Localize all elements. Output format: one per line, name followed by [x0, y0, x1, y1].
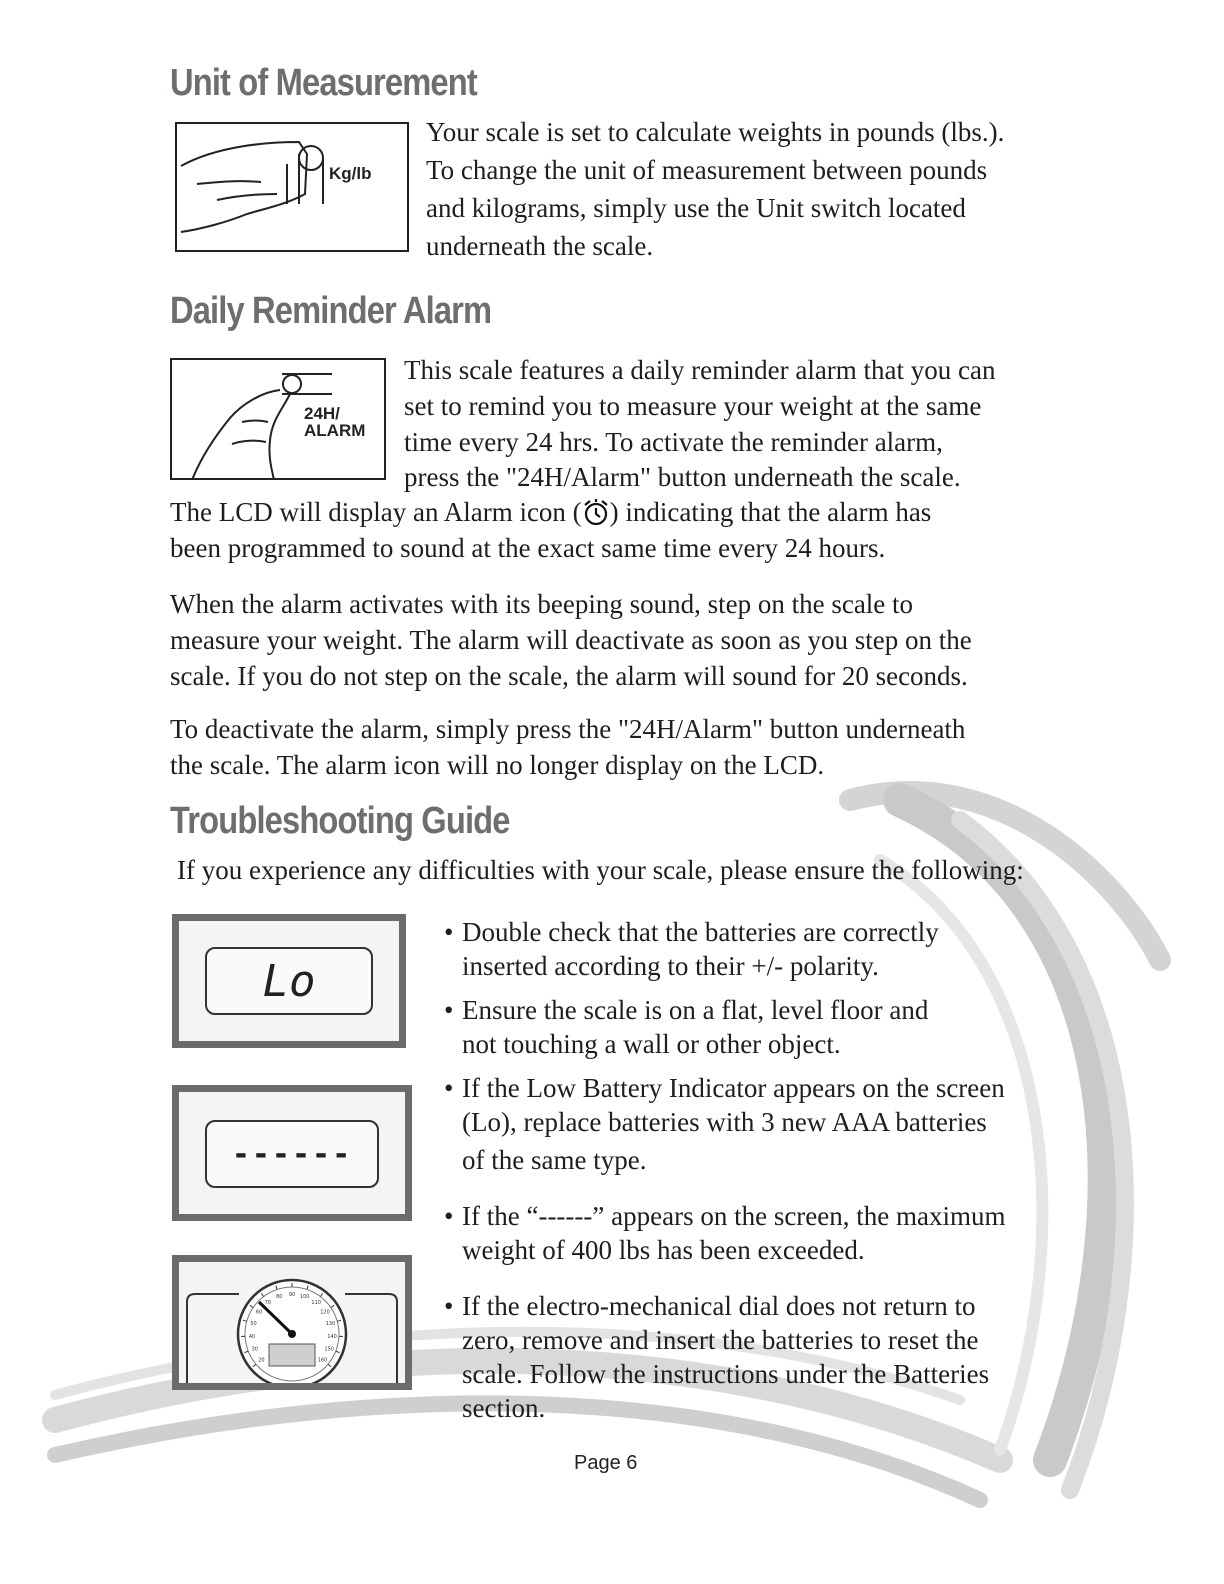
- bullet-line: section.: [462, 1393, 546, 1423]
- alarm-line: press the "24H/Alarm" button underneath the scale.: [404, 462, 961, 492]
- dial-figure: [172, 1255, 412, 1390]
- unit-switch-figure: [175, 122, 409, 252]
- dial-tick-label: 140: [327, 1334, 337, 1340]
- dial-tick-label: 110: [311, 1300, 321, 1307]
- alarm-line: When the alarm activates with its beeping sound, step on the scale to: [170, 589, 914, 619]
- alarm-line: the scale. The alarm icon will no longer display on the LCD.: [170, 750, 825, 780]
- lcd-dashes-figure: [172, 1085, 412, 1221]
- alarm-line: set to remind you to measure your weight at the same: [404, 391, 982, 421]
- dial-tick-label: 130: [325, 1321, 336, 1328]
- dial-lcd-window: [269, 1344, 315, 1366]
- section-title-troubleshooting: Troubleshooting Guide: [170, 800, 510, 842]
- bullet-line: zero, remove and insert the batteries to reset the: [462, 1325, 979, 1355]
- dial-tick-label: 60: [255, 1309, 263, 1316]
- bullet-line: inserted according to their +/- polarity.: [462, 951, 879, 981]
- finger-press-alarm-icon: [172, 360, 386, 480]
- bullet-item: [444, 993, 929, 1061]
- section-title-unit: Unit of Measurement: [170, 62, 477, 104]
- dial-tick-label: 70: [264, 1300, 271, 1307]
- dial-tick-label: 150: [324, 1346, 334, 1353]
- bullet-line: Ensure the scale is on a flat, level floor and: [462, 995, 929, 1025]
- bullet-mark: •: [444, 1073, 454, 1103]
- bullet-line: (Lo), replace batteries with 3 new AAA batteries: [462, 1107, 987, 1137]
- alarm-line: To deactivate the alarm, simply press the "24H/Alarm" button underneath: [170, 714, 966, 744]
- alarm-icon-line-before: The LCD will display an Alarm icon (: [170, 497, 582, 527]
- lcd-lo-text: Lo: [205, 947, 373, 1015]
- bullet-mark: •: [444, 995, 454, 1025]
- unit-switch-label: Kg/lb: [329, 164, 372, 183]
- bullet-line: If the “------” appears on the screen, the maximum: [462, 1201, 1006, 1231]
- bullet-mark: •: [444, 1291, 454, 1321]
- alarm-line: measure your weight. The alarm will deactivate as soon as you step on the: [170, 625, 972, 655]
- bullet-mark: •: [444, 1201, 454, 1231]
- dial-tick-label: 20: [258, 1357, 265, 1364]
- finger-press-icon: [177, 124, 409, 252]
- alarm-line: This scale features a daily reminder alarm that you can: [404, 355, 996, 385]
- dial-tick-label: 160: [317, 1357, 328, 1364]
- bullet-line: Double check that the batteries are correctly: [462, 917, 939, 947]
- alarm-icon-line: [170, 494, 931, 530]
- alarm-clock-icon: [582, 497, 610, 527]
- unit-line: and kilograms, simply use the Unit switch located: [426, 193, 966, 223]
- dial-tick-label: 40: [248, 1334, 256, 1340]
- dial-tick-label: 80: [276, 1294, 283, 1301]
- dial-tick-label: 90: [288, 1292, 296, 1298]
- alarm-icon-line-after: ) indicating that the alarm has: [609, 497, 932, 527]
- dial-tick-label: 30: [251, 1346, 258, 1353]
- bullet-item: [444, 915, 939, 983]
- bullet-line: of the same type.: [462, 1145, 647, 1175]
- lcd-dashes-text: ------: [205, 1120, 379, 1188]
- alarm-line: been programmed to sound at the exact same time every 24 hours.: [170, 533, 886, 563]
- bullet-line: If the electro-mechanical dial does not return to: [462, 1291, 976, 1321]
- unit-line: Your scale is set to calculate weights in pounds (lbs.).: [426, 117, 1005, 147]
- alarm-button-label-1: 24H/: [304, 404, 340, 423]
- bullet-item: [444, 1199, 1006, 1267]
- alarm-button-figure: [170, 358, 386, 480]
- troubleshooting-intro: If you experience any difficulties with your scale, please ensure the following:: [177, 855, 1024, 885]
- section-title-alarm: Daily Reminder Alarm: [170, 290, 492, 332]
- dial-tick-label: 50: [250, 1321, 257, 1328]
- unit-line: To change the unit of measurement between pounds: [426, 155, 988, 185]
- bullet-line: weight of 400 lbs has been exceeded.: [462, 1235, 865, 1265]
- dial-tick-label: 100: [299, 1294, 310, 1301]
- bullet-item: [444, 1289, 990, 1425]
- alarm-line: time every 24 hrs. To activate the reminder alarm,: [404, 427, 943, 457]
- dial-tick-label: 120: [320, 1309, 330, 1316]
- lcd-lo-figure: [172, 914, 406, 1048]
- bullet-item: [444, 1071, 1005, 1177]
- page-number: Page 6: [574, 1452, 638, 1474]
- alarm-line: scale. If you do not step on the scale, the alarm will sound for 20 seconds.: [170, 661, 968, 691]
- unit-line: underneath the scale.: [426, 231, 654, 261]
- bullet-line: not touching a wall or other object.: [462, 1029, 841, 1059]
- bullet-line: If the Low Battery Indicator appears on the screen: [462, 1073, 1005, 1103]
- dial-gauge: [179, 1262, 405, 1383]
- bullet-line: scale. Follow the instructions under the Batteries: [462, 1359, 990, 1389]
- bullet-mark: •: [444, 917, 454, 947]
- alarm-button-label-2: ALARM: [304, 421, 366, 440]
